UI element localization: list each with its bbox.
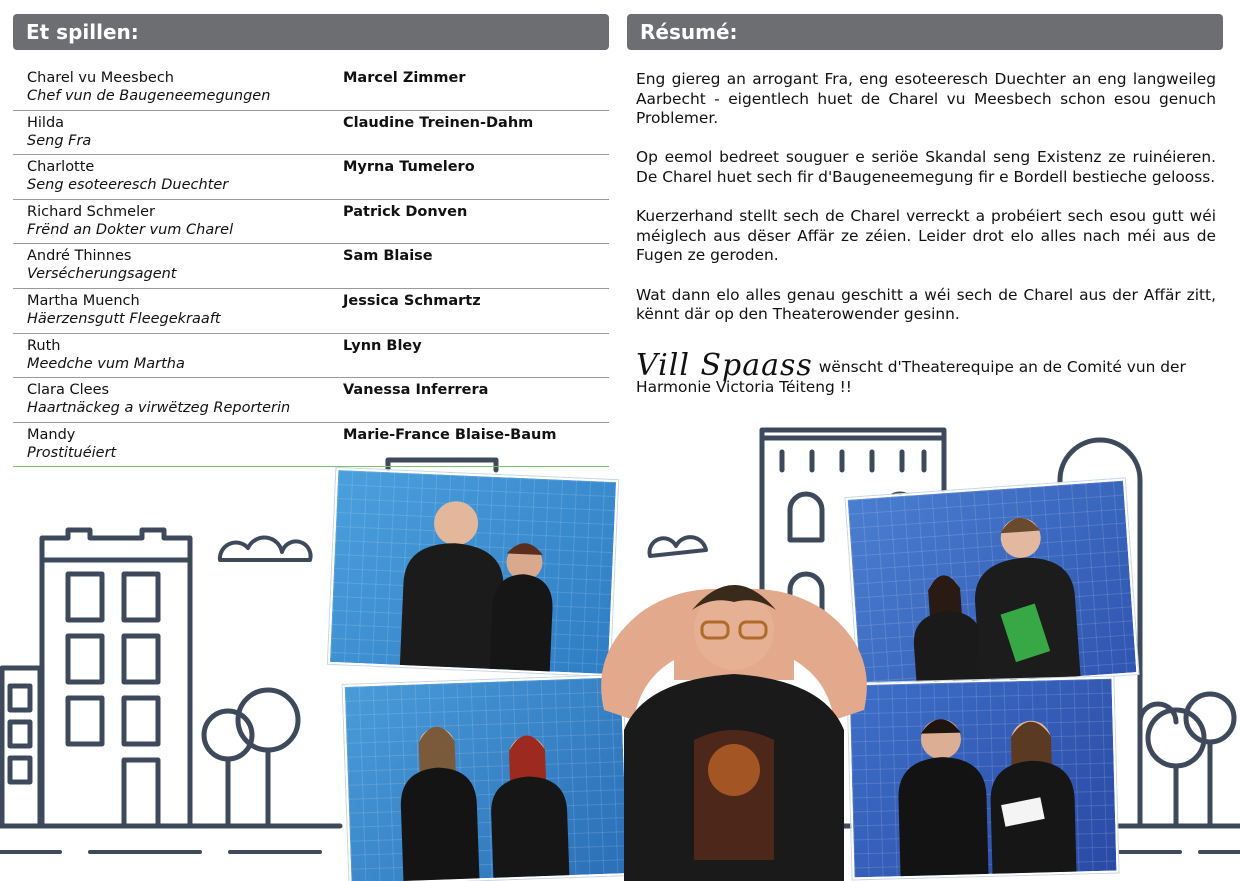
summary-text <box>636 70 1216 344</box>
role-description: Frënd an Dokter vum Charel <box>27 221 234 238</box>
summary-paragraph: Eng giereg an arrogant Fra, eng esoteeresch Duechter an eng langweileg Aarbecht - eigentlech huet de Charel vu Meesbech schon esou genuch Problemer. <box>636 70 1216 128</box>
signoff-text: wënscht d'Theaterequipe an de Comité vun der Harmonie Victoria Téiteng !! <box>636 358 1186 396</box>
actor-name: Lynn Bley <box>343 337 422 354</box>
cast-section-header: Et spillen: <box>13 14 609 50</box>
role-name: Richard Schmeler <box>27 203 155 220</box>
cast-row <box>13 423 609 468</box>
signoff-script: Vill Spaass <box>636 348 813 383</box>
summary-paragraph: Kuerzerhand stellt sech de Charel verreckt a probéiert sech esou gutt wéi méiglech aus dëser Affär ze zéien. Leider drot elo alles nach méi aus de Fugen ze geroden. <box>636 207 1216 265</box>
role-name: Hilda <box>27 114 65 131</box>
role-name: André Thinnes <box>27 248 132 265</box>
role-name: Charlotte <box>27 159 95 176</box>
cast-row <box>13 244 609 289</box>
actor-name: Vanessa Inferrera <box>343 382 489 399</box>
actor-name: Marie-France Blaise-Baum <box>343 426 557 443</box>
role-name: Mandy <box>27 426 76 443</box>
summary-paragraph: Op eemol bedreet souguer e seriöe Skandal seng Existenz ze ruinéieren. De Charel huet sech fir d'Baugeneemegung fir e Bordell bestieche gelooss. <box>636 148 1216 186</box>
cast-photo-4 <box>847 677 1118 880</box>
role-name: Clara Clees <box>27 382 110 399</box>
role-description: Chef vun de Baugeneemegungen <box>27 88 271 104</box>
lead-actor-cutout <box>584 560 880 881</box>
role-name: Martha Muench <box>27 292 140 309</box>
actor-name: Claudine Treinen-Dahm <box>343 114 534 131</box>
cast-row <box>13 200 609 245</box>
cast-row <box>13 111 609 156</box>
signoff <box>636 348 1226 397</box>
actor-name: Jessica Schmartz <box>343 292 481 309</box>
role-description: Haartnäckeg a virwëtzeg Reporterin <box>27 400 291 417</box>
cast-photo-3 <box>846 478 1139 693</box>
photo-people <box>330 470 618 676</box>
role-description: Prostituéiert <box>27 444 117 461</box>
cast-row <box>13 289 609 334</box>
actor-name: Patrick Donven <box>343 203 468 220</box>
cast-row <box>13 378 609 423</box>
cast-photo-1 <box>328 468 618 676</box>
role-description: Häerzensgutt Fleegekraaft <box>27 310 221 327</box>
role-name: Charel vu Meesbech <box>27 70 174 86</box>
summary-section-header: Résumé: <box>627 14 1223 50</box>
photo-people <box>850 678 1119 879</box>
actor-name: Marcel Zimmer <box>343 70 466 86</box>
summary-paragraph: Wat dann elo alles genau geschitt a wéi sech de Charel aus der Affär zitt, kënnt där op den Theaterowender gesinn. <box>636 285 1216 324</box>
photo-people <box>848 480 1139 693</box>
actor-name: Sam Blaise <box>343 248 433 265</box>
cast-row <box>13 66 609 111</box>
actor-name: Myrna Tumelero <box>343 159 475 176</box>
cast-row <box>13 155 609 200</box>
role-description: Seng esoteeresch Duechter <box>27 177 229 194</box>
cast-list <box>13 66 609 467</box>
role-name: Ruth <box>27 337 61 354</box>
role-description: Meedche vum Martha <box>27 355 185 372</box>
role-description: Seng Fra <box>27 132 92 149</box>
cast-row <box>13 334 609 379</box>
role-description: Versécherungsagent <box>27 266 177 283</box>
